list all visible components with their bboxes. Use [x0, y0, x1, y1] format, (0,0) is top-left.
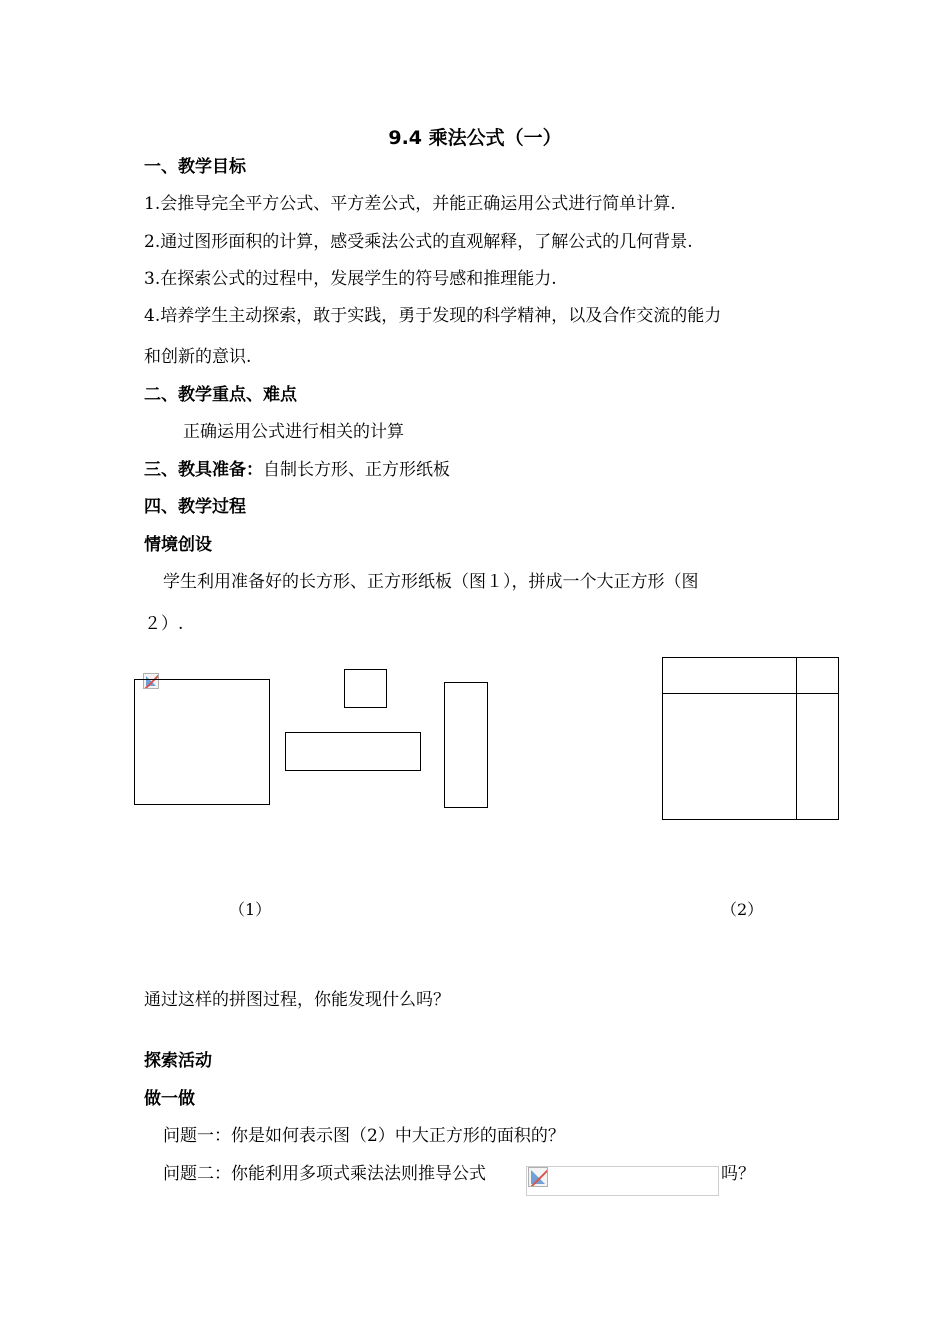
situation-line-2: ２）. — [144, 614, 184, 634]
objective-4: 4.培养学生主动探索，敢于实践，勇于发现的科学精神，以及合作交流的能力 — [144, 306, 722, 326]
figure2-big-square — [662, 657, 839, 820]
materials-heading: 三、教具准备： — [144, 460, 263, 480]
problem-1: 问题一：你是如何表示图（2）中大正方形的面积的？ — [163, 1126, 565, 1146]
objective-3: 3.在探索公式的过程中，发展学生的符号感和推理能力. — [144, 269, 557, 289]
objective-2: 2.通过图形面积的计算，感受乘法公式的直观解释，了解公式的几何背景. — [144, 232, 693, 252]
formula-image-frame — [526, 1166, 719, 1196]
broken-image-icon — [528, 1167, 548, 1187]
objective-4-continued: 和创新的意识. — [144, 347, 252, 367]
figure2-caption: （2） — [721, 900, 764, 919]
problem-2-after: 吗？ — [721, 1164, 755, 1184]
figure2-horizontal-divider — [662, 693, 839, 694]
situation-heading: 情境创设 — [144, 535, 212, 555]
figure2-vertical-divider — [796, 657, 797, 820]
figure1-small-square — [344, 669, 387, 708]
key-points-text: 正确运用公式进行相关的计算 — [183, 422, 404, 442]
figure1-caption: （1） — [229, 900, 272, 919]
materials-text: 自制长方形、正方形纸板 — [263, 460, 450, 480]
process-heading: 四、教学过程 — [144, 497, 246, 517]
objective-1: 1.会推导完全平方公式、平方差公式，并能正确运用公式进行简单计算. — [144, 194, 676, 214]
figure1-large-square — [134, 679, 270, 805]
figure1-vertical-rectangle — [444, 682, 488, 808]
situation-line-1: 学生利用准备好的长方形、正方形纸板（图１），拼成一个大正方形（图 — [163, 572, 699, 592]
problem-2-before: 问题二：你能利用多项式乘法法则推导公式 — [163, 1164, 486, 1184]
figure1-horizontal-rectangle — [285, 732, 421, 771]
explore-heading: 探索活动 — [144, 1051, 212, 1071]
key-points-heading: 二、教学重点、难点 — [144, 385, 297, 405]
objectives-heading: 一、教学目标 — [144, 157, 246, 177]
page-title: 9.4 乘法公式（一） — [388, 127, 562, 149]
discovery-question: 通过这样的拼图过程，你能发现什么吗？ — [144, 990, 450, 1010]
materials-line — [144, 455, 450, 480]
try-heading: 做一做 — [144, 1089, 195, 1109]
